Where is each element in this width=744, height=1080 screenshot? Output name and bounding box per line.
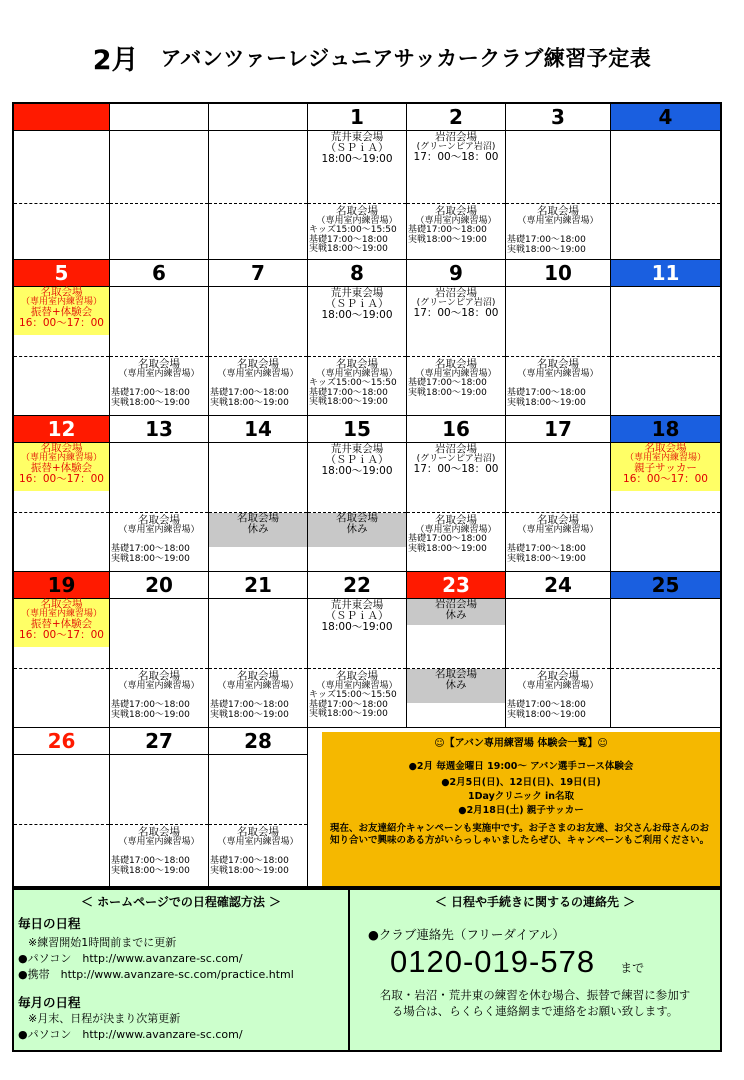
arai-session: 荒井東会場 （ＳＰｉＡ） 18:00～19:00 bbox=[321, 131, 393, 166]
divider bbox=[110, 203, 208, 204]
natori-session: 名取会場 （専用室内練習場） 基礎17:00～18:00 実戦18:00～19:00 bbox=[507, 670, 599, 720]
notice-line: ●2月 毎週金曜日 19:00～ アバン選手コース体験会 bbox=[408, 760, 634, 772]
divider bbox=[308, 668, 406, 669]
divider bbox=[611, 203, 720, 204]
natori-session: 名取会場 （専用室内練習場） 基礎17:00～18:00 実戦18:00～19:00 bbox=[111, 826, 200, 876]
calendar-cell-day-9 bbox=[407, 260, 506, 416]
daily-pc-link[interactable]: ●パソコン http://www.avanzare-sc.com/ bbox=[18, 951, 243, 965]
natori-session: 名取会場 （専用室内練習場） キッズ15:00～15:50 基礎17:00～18:00 実戦18:00～19:00 bbox=[309, 205, 398, 255]
day-number: 13 bbox=[110, 416, 208, 443]
divider bbox=[14, 356, 109, 357]
calendar-cell-day-10 bbox=[506, 260, 611, 416]
divider bbox=[110, 824, 208, 825]
calendar-cell-day-11 bbox=[611, 260, 720, 416]
day-number: 2 bbox=[407, 104, 505, 131]
phone-number[interactable]: 0120-019-578 bbox=[390, 944, 596, 980]
divider bbox=[209, 824, 307, 825]
natori-session: 名取会場 （専用室内練習場） 基礎17:00～18:00 実戦18:00～19:00 bbox=[111, 514, 200, 564]
divider bbox=[611, 356, 720, 357]
contact-label: ●クラブ連絡先（フリーダイアル） bbox=[368, 927, 565, 942]
calendar-cell-day-18 bbox=[611, 416, 720, 572]
notice-body: 現在、お友達紹介キャンペーンも実施中です。お子さまのお友達、お父さんお母さんのお知り合いで興味のある方がいらっしゃいましたらぜひ、キャンペーンもご利用ください。 bbox=[330, 823, 710, 846]
divider bbox=[506, 356, 610, 357]
calendar-cell-day-21 bbox=[209, 572, 308, 728]
natori-trial-session: 名取会場 （専用室内練習場） 振替+体験会 16：00～17：00 bbox=[14, 287, 109, 335]
calendar-cell-day-25 bbox=[611, 572, 720, 728]
day-number: 19 bbox=[14, 572, 109, 599]
day-number: 25 bbox=[611, 572, 720, 599]
natori-session: 名取会場 （専用室内練習場） 基礎17:00～18:00 実戦18:00～19:00 bbox=[507, 514, 599, 564]
day-number: 15 bbox=[308, 416, 406, 443]
phone-row bbox=[390, 944, 720, 980]
notice-line: 1Dayクリニック in名取 bbox=[467, 791, 575, 803]
natori-session: 名取会場 （専用室内練習場） 基礎17:00～18:00 実戦18:00～19:00 bbox=[111, 670, 200, 720]
monthly-schedule-title: 毎月の日程 bbox=[18, 994, 81, 1010]
natori-session: 名取会場 （専用室内練習場） 基礎17:00～18:00 実戦18:00～19:00 bbox=[408, 358, 497, 398]
calendar-cell-empty bbox=[209, 104, 308, 260]
calendar-cell-day-14 bbox=[209, 416, 308, 572]
iwanuma-session: 岩沼会場 (グリーンピア岩沼) 17：00～18：00 bbox=[413, 443, 499, 476]
day-number: 28 bbox=[209, 728, 307, 755]
divider bbox=[209, 668, 307, 669]
natori-session: 名取会場 （専用室内練習場） 基礎17:00～18:00 実戦18:00～19:00 bbox=[408, 205, 497, 245]
natori-closed: 名取会場 休み bbox=[407, 669, 505, 703]
day-number: 27 bbox=[110, 728, 208, 755]
calendar-cell-day-28 bbox=[209, 728, 308, 886]
calendar-cell-day-16 bbox=[407, 416, 506, 572]
calendar-cell-day-5 bbox=[14, 260, 110, 416]
day-number: 18 bbox=[611, 416, 720, 443]
calendar-cell-day-15 bbox=[308, 416, 407, 572]
monthly-pc-link[interactable]: ●パソコン http://www.avanzare-sc.com/ bbox=[18, 1027, 243, 1041]
day-number: 6 bbox=[110, 260, 208, 287]
iwanuma-closed: 岩沼会場 休み bbox=[407, 599, 505, 625]
divider bbox=[506, 512, 610, 513]
schedule-check-heading: ＜ ホームページでの日程確認方法 ＞ bbox=[80, 895, 282, 909]
day-number: 3 bbox=[506, 104, 610, 131]
daily-mobile-link[interactable]: ●携帯 http://www.avanzare-sc.com/practice.html bbox=[18, 967, 294, 981]
calendar-cell-empty bbox=[14, 104, 110, 260]
calendar-cell-day-20 bbox=[110, 572, 209, 728]
arai-session: 荒井東会場 （ＳＰｉＡ） 18:00～19:00 bbox=[321, 443, 393, 478]
calendar-cell-day-23 bbox=[407, 572, 506, 728]
calendar-cell-day-3 bbox=[506, 104, 611, 260]
divider bbox=[110, 512, 208, 513]
day-number: 7 bbox=[209, 260, 307, 287]
calendar-cell-day-2 bbox=[407, 104, 506, 260]
iwanuma-session: 岩沼会場 (グリーンピア岩沼) 17：00～18：00 bbox=[413, 287, 499, 320]
oyako-session: 名取会場 （専用室内練習場） 親子サッカー 16：00～17：00 bbox=[611, 443, 720, 491]
iwanuma-session: 岩沼会場 (グリーンピア岩沼) 17：00～18：00 bbox=[413, 131, 499, 164]
daily-note: ※練習開始1時間前までに更新 bbox=[28, 936, 177, 949]
natori-session: 名取会場 （専用室内練習場） 基礎17:00～18:00 実戦18:00～19:00 bbox=[210, 358, 299, 408]
arai-session: 荒井東会場 （ＳＰｉＡ） 18:00～19:00 bbox=[321, 287, 393, 322]
day-number: 8 bbox=[308, 260, 406, 287]
notice-title: ☺【アバン専用練習場 体験会一覧】☺ bbox=[434, 738, 608, 749]
divider bbox=[407, 356, 505, 357]
divider bbox=[308, 356, 406, 357]
day-number: 9 bbox=[407, 260, 505, 287]
natori-session: 名取会場 （専用室内練習場） 基礎17:00～18:00 実戦18:00～19:00 bbox=[408, 514, 497, 554]
calendar-cell-day-12 bbox=[14, 416, 110, 572]
calendar-cell-day-7 bbox=[209, 260, 308, 416]
natori-session: 名取会場 （専用室内練習場） キッズ15:00～15:50 基礎17:00～18:00 実戦18:00～19:00 bbox=[309, 670, 398, 720]
divider bbox=[209, 203, 307, 204]
day-number: 10 bbox=[506, 260, 610, 287]
day-number: 5 bbox=[14, 260, 109, 287]
day-number: 17 bbox=[506, 416, 610, 443]
month-label: 2月 bbox=[92, 45, 139, 76]
monthly-note: ※月末、日程が決まり次第更新 bbox=[28, 1011, 181, 1025]
calendar-cell-empty bbox=[110, 104, 209, 260]
arai-session: 荒井東会場 （ＳＰｉＡ） 18:00～19:00 bbox=[321, 599, 393, 634]
sunday-header bbox=[14, 104, 109, 131]
calendar-grid bbox=[12, 102, 722, 888]
divider bbox=[110, 668, 208, 669]
day-header bbox=[209, 104, 307, 131]
divider bbox=[14, 203, 109, 204]
contact-note: 名取・岩沼・荒井東の練習を休む場合、振替で練習に参加する場合は、らくらく連絡網まで連絡をお願い致します。 bbox=[379, 988, 691, 1018]
day-number: 4 bbox=[611, 104, 720, 131]
day-number: 26 bbox=[14, 728, 109, 755]
calendar-cell-day-4 bbox=[611, 104, 720, 260]
natori-session: 名取会場 （専用室内練習場） キッズ15:00～15:50 基礎17:00～18:00 実戦18:00～19:00 bbox=[309, 358, 398, 408]
day-number: 20 bbox=[110, 572, 208, 599]
page-title bbox=[0, 38, 744, 77]
calendar-cell-day-1 bbox=[308, 104, 407, 260]
info-panel bbox=[12, 888, 722, 1052]
natori-session: 名取会場 （専用室内練習場） 基礎17:00～18:00 実戦18:00～19:00 bbox=[507, 205, 599, 255]
calendar-cell-day-24 bbox=[506, 572, 611, 728]
natori-session: 名取会場 （専用室内練習場） 基礎17:00～18:00 実戦18:00～19:00 bbox=[507, 358, 599, 408]
day-number: 14 bbox=[209, 416, 307, 443]
divider bbox=[407, 203, 505, 204]
notice-line: ●2月18日(土) 親子サッカー bbox=[458, 805, 584, 817]
divider bbox=[14, 824, 109, 825]
calendar-cell-day-17 bbox=[506, 416, 611, 572]
day-number: 1 bbox=[308, 104, 406, 131]
natori-closed: 名取会場 休み bbox=[308, 513, 406, 547]
club-title: アバンツァーレジュニアサッカークラブ練習予定表 bbox=[160, 46, 652, 71]
contact-section bbox=[350, 890, 720, 1050]
calendar-cell-day-19 bbox=[14, 572, 110, 728]
divider bbox=[506, 668, 610, 669]
day-number: 16 bbox=[407, 416, 505, 443]
schedule-check-section bbox=[14, 890, 350, 1050]
calendar-cell-day-27 bbox=[110, 728, 209, 886]
calendar-cell-day-26 bbox=[14, 728, 110, 886]
divider bbox=[14, 668, 109, 669]
daily-schedule-title: 毎日の日程 bbox=[18, 916, 81, 931]
divider bbox=[611, 512, 720, 513]
natori-closed: 名取会場 休み bbox=[209, 513, 307, 547]
day-number: 22 bbox=[308, 572, 406, 599]
made-label: まで bbox=[620, 961, 645, 976]
divider bbox=[308, 203, 406, 204]
natori-session: 名取会場 （専用室内練習場） 基礎17:00～18:00 実戦18:00～19:00 bbox=[111, 358, 200, 408]
natori-trial-session: 名取会場 （専用室内練習場） 振替+体験会 16：00～17：00 bbox=[14, 443, 109, 491]
natori-session: 名取会場 （専用室内練習場） 基礎17:00～18:00 実戦18:00～19:00 bbox=[210, 826, 299, 876]
divider bbox=[110, 356, 208, 357]
divider bbox=[407, 512, 505, 513]
natori-trial-session: 名取会場 （専用室内練習場） 振替+体験会 16：00～17：00 bbox=[14, 599, 109, 647]
divider bbox=[14, 512, 109, 513]
day-header bbox=[110, 104, 208, 131]
calendar-cell-day-6 bbox=[110, 260, 209, 416]
day-number: 21 bbox=[209, 572, 307, 599]
calendar-cell-day-13 bbox=[110, 416, 209, 572]
divider bbox=[506, 203, 610, 204]
notice-line: ●2月5日(日)、12日(日)、19日(日) bbox=[441, 777, 601, 789]
calendar-cell-day-22 bbox=[308, 572, 407, 728]
divider bbox=[209, 356, 307, 357]
day-number: 24 bbox=[506, 572, 610, 599]
contact-heading: ＜ 日程や手続きに関するの連絡先 ＞ bbox=[434, 895, 636, 909]
natori-session: 名取会場 （専用室内練習場） 基礎17:00～18:00 実戦18:00～19:00 bbox=[210, 670, 299, 720]
divider bbox=[611, 668, 720, 669]
day-number: 12 bbox=[14, 416, 109, 443]
trial-event-notice bbox=[322, 732, 720, 886]
calendar-cell-day-8 bbox=[308, 260, 407, 416]
day-number: 11 bbox=[611, 260, 720, 287]
day-number: 23 bbox=[407, 572, 505, 599]
